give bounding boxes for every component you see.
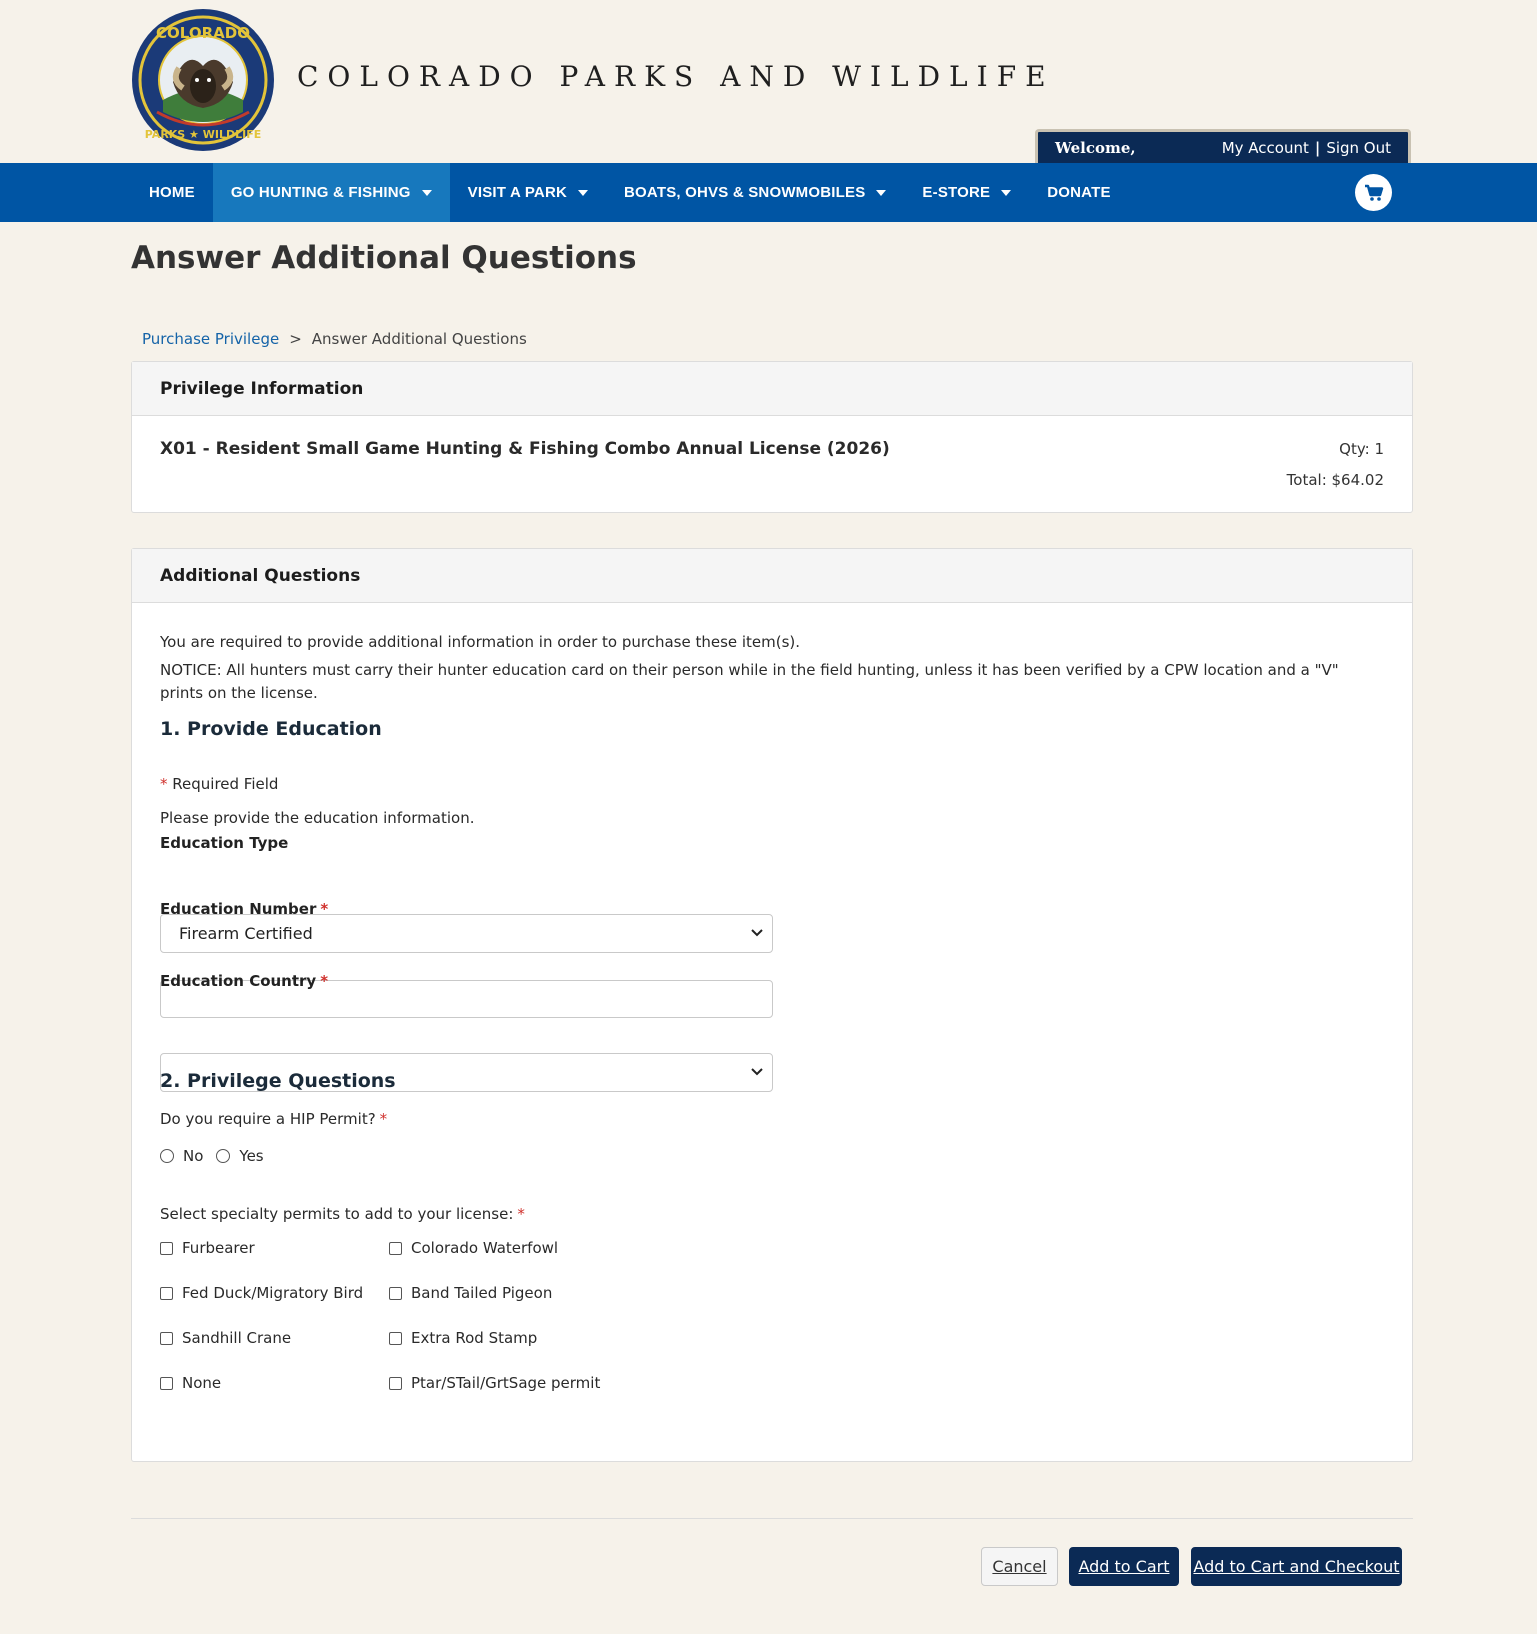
nav-menu	[131, 163, 1129, 222]
permit-label: Furbearer	[182, 1239, 255, 1257]
education-type-select[interactable]	[160, 914, 773, 953]
privilege-questions-heading: 2. Privilege Questions	[160, 1070, 396, 1092]
permit-ptar-stail-grtsage[interactable]	[389, 1374, 600, 1392]
nav-go-hunting-fishing-label: GO HUNTING & FISHING	[230, 184, 411, 201]
education-number-label-text: Education Number	[160, 900, 317, 918]
required-asterisk: *	[320, 972, 329, 990]
cpw-logo[interactable]	[131, 8, 275, 152]
breadcrumb	[142, 330, 527, 348]
permit-furbearer[interactable]	[160, 1239, 255, 1257]
chevron-down-icon	[750, 925, 764, 939]
cancel-button[interactable]	[981, 1547, 1058, 1586]
permit-checkbox[interactable]	[389, 1242, 402, 1255]
permit-extra-rod-stamp[interactable]	[389, 1329, 537, 1347]
permit-none[interactable]	[160, 1374, 221, 1392]
hip-yes-radio[interactable]	[216, 1149, 230, 1163]
permit-checkbox[interactable]	[389, 1287, 402, 1300]
nav-visit-a-park-label: VISIT A PARK	[467, 184, 568, 201]
nav-visit-a-park[interactable]	[450, 163, 606, 222]
nav-donate-label: DONATE	[1047, 184, 1111, 201]
specialty-question-text: Select specialty permits to add to your license:	[160, 1205, 514, 1223]
sign-out-link[interactable]: Sign Out	[1326, 138, 1391, 157]
privilege-row	[132, 416, 1412, 514]
add-to-cart-button[interactable]	[1069, 1547, 1179, 1586]
provide-education-heading: 1. Provide Education	[160, 718, 382, 740]
permit-checkbox[interactable]	[160, 1287, 173, 1300]
privilege-qty: Qty: 1	[1339, 440, 1384, 458]
required-asterisk: *	[160, 775, 168, 793]
permit-colorado-waterfowl[interactable]	[389, 1239, 558, 1257]
add-to-cart-label: Add to Cart	[1078, 1557, 1170, 1576]
breadcrumb-current: Answer Additional Questions	[311, 330, 527, 348]
permit-label: Fed Duck/Migratory Bird	[182, 1284, 364, 1302]
permit-fed-duck[interactable]	[160, 1284, 363, 1302]
breadcrumb-purchase-privilege[interactable]: Purchase Privilege	[142, 330, 280, 348]
permit-checkbox[interactable]	[160, 1242, 173, 1255]
education-type-label: Education Type	[160, 834, 289, 852]
site-header	[0, 0, 1537, 163]
hip-no-radio[interactable]	[160, 1149, 174, 1163]
svg-text:PARKS ★ WILDLIFE: PARKS ★ WILDLIFE	[144, 128, 262, 141]
link-separator: |	[1314, 138, 1321, 157]
account-links	[1222, 139, 1391, 157]
welcome-text: Welcome,	[1055, 138, 1136, 157]
required-asterisk: *	[517, 1205, 525, 1223]
svg-text:COLORADO: COLORADO	[156, 24, 250, 42]
intro-text: You are required to provide additional information in order to purchase these item(s).	[160, 633, 801, 651]
permit-sandhill-crane[interactable]	[160, 1329, 291, 1347]
nav-home-label: HOME	[149, 184, 195, 201]
required-asterisk: *	[379, 1110, 388, 1128]
my-account-link[interactable]: My Account	[1221, 138, 1309, 157]
panel-heading: Privilege Information	[132, 362, 1412, 416]
education-instructions: Please provide the education information.	[160, 809, 475, 827]
panel-heading: Additional Questions	[132, 549, 1412, 603]
permit-label: Extra Rod Stamp	[411, 1329, 538, 1347]
nav-e-store-label: E-STORE	[922, 184, 991, 201]
cart-button[interactable]	[1355, 174, 1392, 211]
nav-boats-ohvs-snowmobiles[interactable]	[606, 163, 904, 222]
permit-checkbox[interactable]	[389, 1332, 402, 1345]
permit-label: Sandhill Crane	[182, 1329, 292, 1347]
main-navbar	[0, 163, 1537, 222]
add-to-cart-checkout-button[interactable]	[1191, 1547, 1402, 1586]
page-title: Answer Additional Questions	[131, 240, 637, 276]
hip-question	[160, 1108, 387, 1131]
nav-donate[interactable]	[1029, 163, 1128, 222]
education-type-value: Firearm Certified	[179, 924, 313, 943]
privilege-name: X01 - Resident Small Game Hunting & Fishing Combo Annual License (2026)	[160, 439, 890, 459]
privilege-total: Total: $64.02	[1286, 471, 1384, 489]
nav-boats-label: BOATS, OHVS & SNOWMOBILES	[624, 184, 866, 201]
required-asterisk: *	[320, 900, 329, 918]
welcome-bar	[1035, 129, 1411, 163]
caret-down-icon	[876, 190, 886, 196]
privilege-information-panel	[131, 361, 1413, 513]
caret-down-icon	[1001, 190, 1011, 196]
nav-home[interactable]	[131, 163, 213, 222]
shopping-cart-icon	[1364, 184, 1384, 202]
caret-down-icon	[422, 190, 432, 196]
permit-label: Colorado Waterfowl	[411, 1239, 559, 1257]
permit-checkbox[interactable]	[160, 1332, 173, 1345]
permit-label: Ptar/STail/GrtSage permit	[411, 1374, 601, 1392]
permit-checkbox[interactable]	[389, 1377, 402, 1390]
education-number-label	[160, 900, 328, 918]
education-country-label	[160, 972, 328, 990]
nav-go-hunting-fishing[interactable]	[213, 163, 450, 222]
hip-yes-label: Yes	[239, 1147, 264, 1165]
permit-checkbox[interactable]	[160, 1377, 173, 1390]
hip-question-text: Do you require a HIP Permit?	[160, 1110, 376, 1128]
permit-label: None	[182, 1374, 222, 1392]
site-title: COLORADO PARKS AND WILDLIFE	[297, 60, 1055, 93]
specialty-permits-question	[160, 1203, 525, 1226]
permit-label: Band Tailed Pigeon	[411, 1284, 553, 1302]
education-country-label-text: Education Country	[160, 972, 317, 990]
footer-divider	[131, 1518, 1413, 1519]
required-field-note	[160, 773, 278, 796]
caret-down-icon	[578, 190, 588, 196]
chevron-down-icon	[750, 1064, 764, 1078]
breadcrumb-separator: >	[289, 330, 302, 348]
notice-text: NOTICE: All hunters must carry their hunter education card on their person while in the field hunting, unless it has been verified by a CPW location and a "V" prints on the license.	[160, 661, 1339, 702]
hip-radio-group	[160, 1147, 264, 1165]
required-field-text: Required Field	[172, 775, 279, 793]
cancel-button-label: Cancel	[992, 1557, 1047, 1576]
add-to-cart-checkout-label: Add to Cart and Checkout	[1193, 1557, 1400, 1576]
hip-no-label: No	[183, 1147, 204, 1165]
permit-band-tailed-pigeon[interactable]	[389, 1284, 552, 1302]
additional-questions-panel	[131, 548, 1413, 1462]
nav-e-store[interactable]	[904, 163, 1029, 222]
